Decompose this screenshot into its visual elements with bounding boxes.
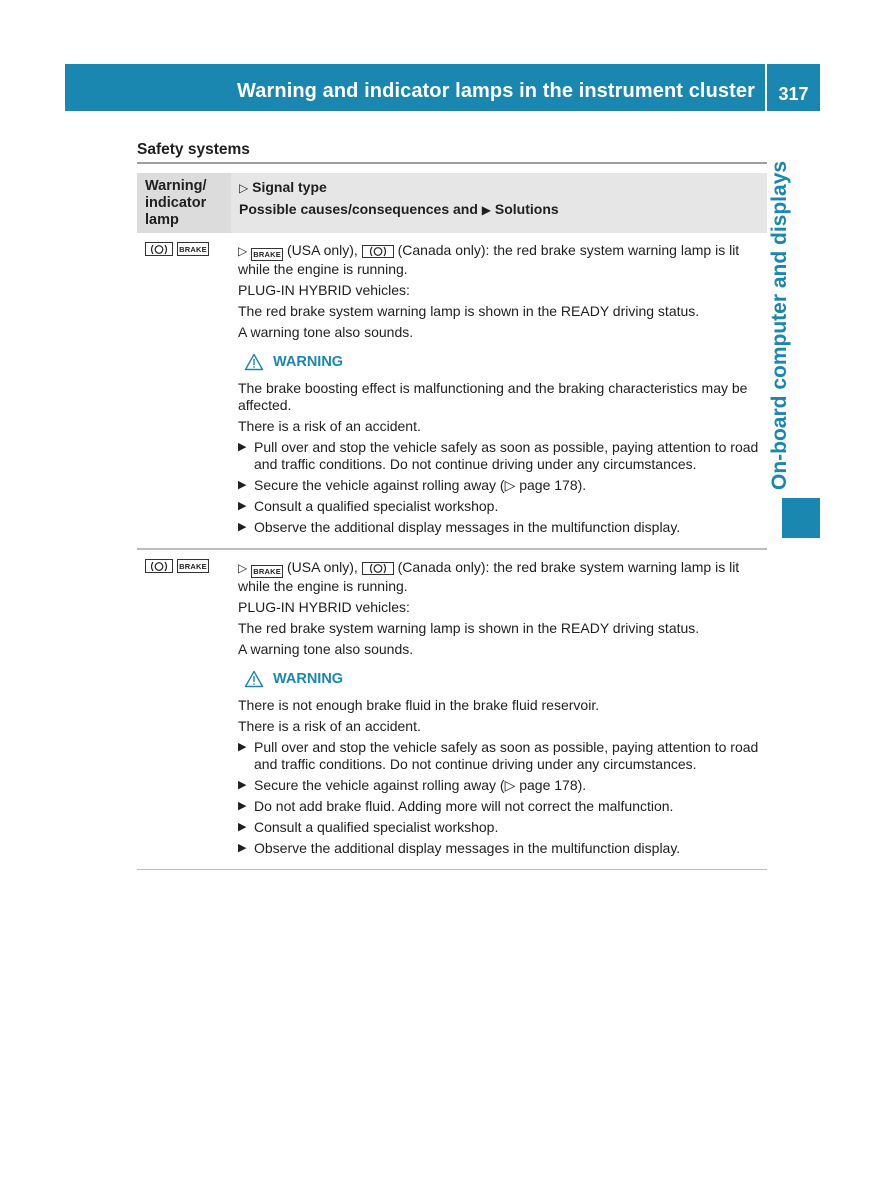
- section-title: Safety systems: [137, 141, 250, 158]
- brake-text-icon: BRAKE: [177, 559, 209, 573]
- signal-line: ▷ BRAKE (USA only), (Canada only): the red brake system warning lamp is lit while the engine is running.: [238, 559, 740, 594]
- side-tab-marker: [782, 498, 820, 538]
- signal-arrow-icon: ▷: [238, 561, 248, 575]
- warning-heading: WARNING: [244, 353, 761, 371]
- step-arrow-icon: ▶: [238, 779, 247, 791]
- description-cell: [231, 233, 767, 548]
- step-arrow-icon: ▶: [238, 479, 247, 491]
- brake-circle-icon: [145, 242, 173, 256]
- step-arrow-icon: ▶: [238, 741, 247, 753]
- info-line: A warning tone also sounds.: [238, 641, 414, 657]
- action-step: ▶ Consult a qualified specialist workshop.: [238, 819, 499, 835]
- brake-text-icon: BRAKE: [177, 242, 209, 256]
- page-number-box: [767, 64, 820, 111]
- step-arrow-icon: ▶: [238, 821, 247, 833]
- warning-heading: WARNING: [244, 670, 761, 688]
- brake-circle-icon: [362, 562, 394, 575]
- side-tab: [767, 150, 820, 490]
- solution-arrow-icon: ▶: [481, 203, 492, 217]
- brake-text-icon: BRAKE: [251, 565, 283, 578]
- step-arrow-icon: ▶: [238, 800, 247, 812]
- action-step: ▶ Consult a qualified specialist workshop.: [238, 498, 499, 514]
- action-step: ▶ Do not add brake fluid. Adding more will not correct the malfunction.: [238, 798, 674, 814]
- brake-circle-icon: [362, 245, 394, 258]
- warning-text: The brake boosting effect is malfunctioning and the braking characteristics may be affected.: [238, 380, 748, 413]
- section-divider: [137, 162, 767, 164]
- action-step: ▶ Observe the additional display messages in the multifunction display.: [238, 840, 681, 856]
- step-arrow-icon: ▶: [238, 500, 247, 512]
- side-tab-label: On-board computer and displays: [768, 160, 791, 490]
- info-line: PLUG-IN HYBRID vehicles:: [238, 599, 410, 615]
- warning-text: There is a risk of an accident.: [238, 718, 421, 734]
- table-row-2: [137, 549, 767, 870]
- info-line: The red brake system warning lamp is shown in the READY driving status.: [238, 620, 700, 636]
- step-arrow-icon: ▶: [238, 842, 247, 854]
- action-step: ▶ Observe the additional display messages in the multifunction display.: [238, 519, 681, 535]
- lamp-cell: [137, 550, 231, 869]
- lamp-cell: [137, 233, 231, 548]
- table-row-1: [137, 233, 767, 549]
- warning-text: There is not enough brake fluid in the brake fluid reservoir.: [238, 697, 600, 713]
- action-step: ▶ Secure the vehicle against rolling away (▷ page 178).: [238, 777, 587, 793]
- action-step: ▶ Secure the vehicle against rolling away (▷ page 178).: [238, 477, 587, 493]
- brake-text-icon: BRAKE: [251, 248, 283, 261]
- table-header: [137, 173, 767, 233]
- page-number: 317: [778, 84, 809, 104]
- step-arrow-icon: ▶: [238, 521, 247, 533]
- column-header-signal: ▷ Signal type Possible causes/consequences and ▶ Solutions: [239, 179, 559, 217]
- step-arrow-icon: ▶: [238, 441, 247, 453]
- warning-triangle-icon: [244, 670, 264, 688]
- warning-lamp-table: [137, 173, 767, 870]
- description-cell: [231, 550, 767, 869]
- column-header-lamp: Warning/ indicator lamp: [137, 173, 231, 233]
- info-line: PLUG-IN HYBRID vehicles:: [238, 282, 410, 298]
- chapter-title: Warning and indicator lamps in the instrument cluster: [237, 80, 755, 102]
- warning-triangle-icon: [244, 353, 264, 371]
- warning-text: There is a risk of an accident.: [238, 418, 421, 434]
- info-line: A warning tone also sounds.: [238, 324, 414, 340]
- info-line: The red brake system warning lamp is shown in the READY driving status.: [238, 303, 700, 319]
- signal-arrow-icon: ▷: [239, 181, 249, 195]
- signal-line: ▷ BRAKE (USA only), (Canada only): the red brake system warning lamp is lit while the engine is running.: [238, 242, 740, 277]
- signal-arrow-icon: ▷: [238, 244, 248, 258]
- action-step: ▶ Pull over and stop the vehicle safely as soon as possible, paying attention to road and traffic conditions. Do not continue driving under any circumstances.: [238, 439, 759, 472]
- brake-circle-icon: [145, 559, 173, 573]
- chapter-header-bar: [65, 64, 765, 111]
- action-step: ▶ Pull over and stop the vehicle safely as soon as possible, paying attention to road and traffic conditions. Do not continue driving under any circumstances.: [238, 739, 759, 772]
